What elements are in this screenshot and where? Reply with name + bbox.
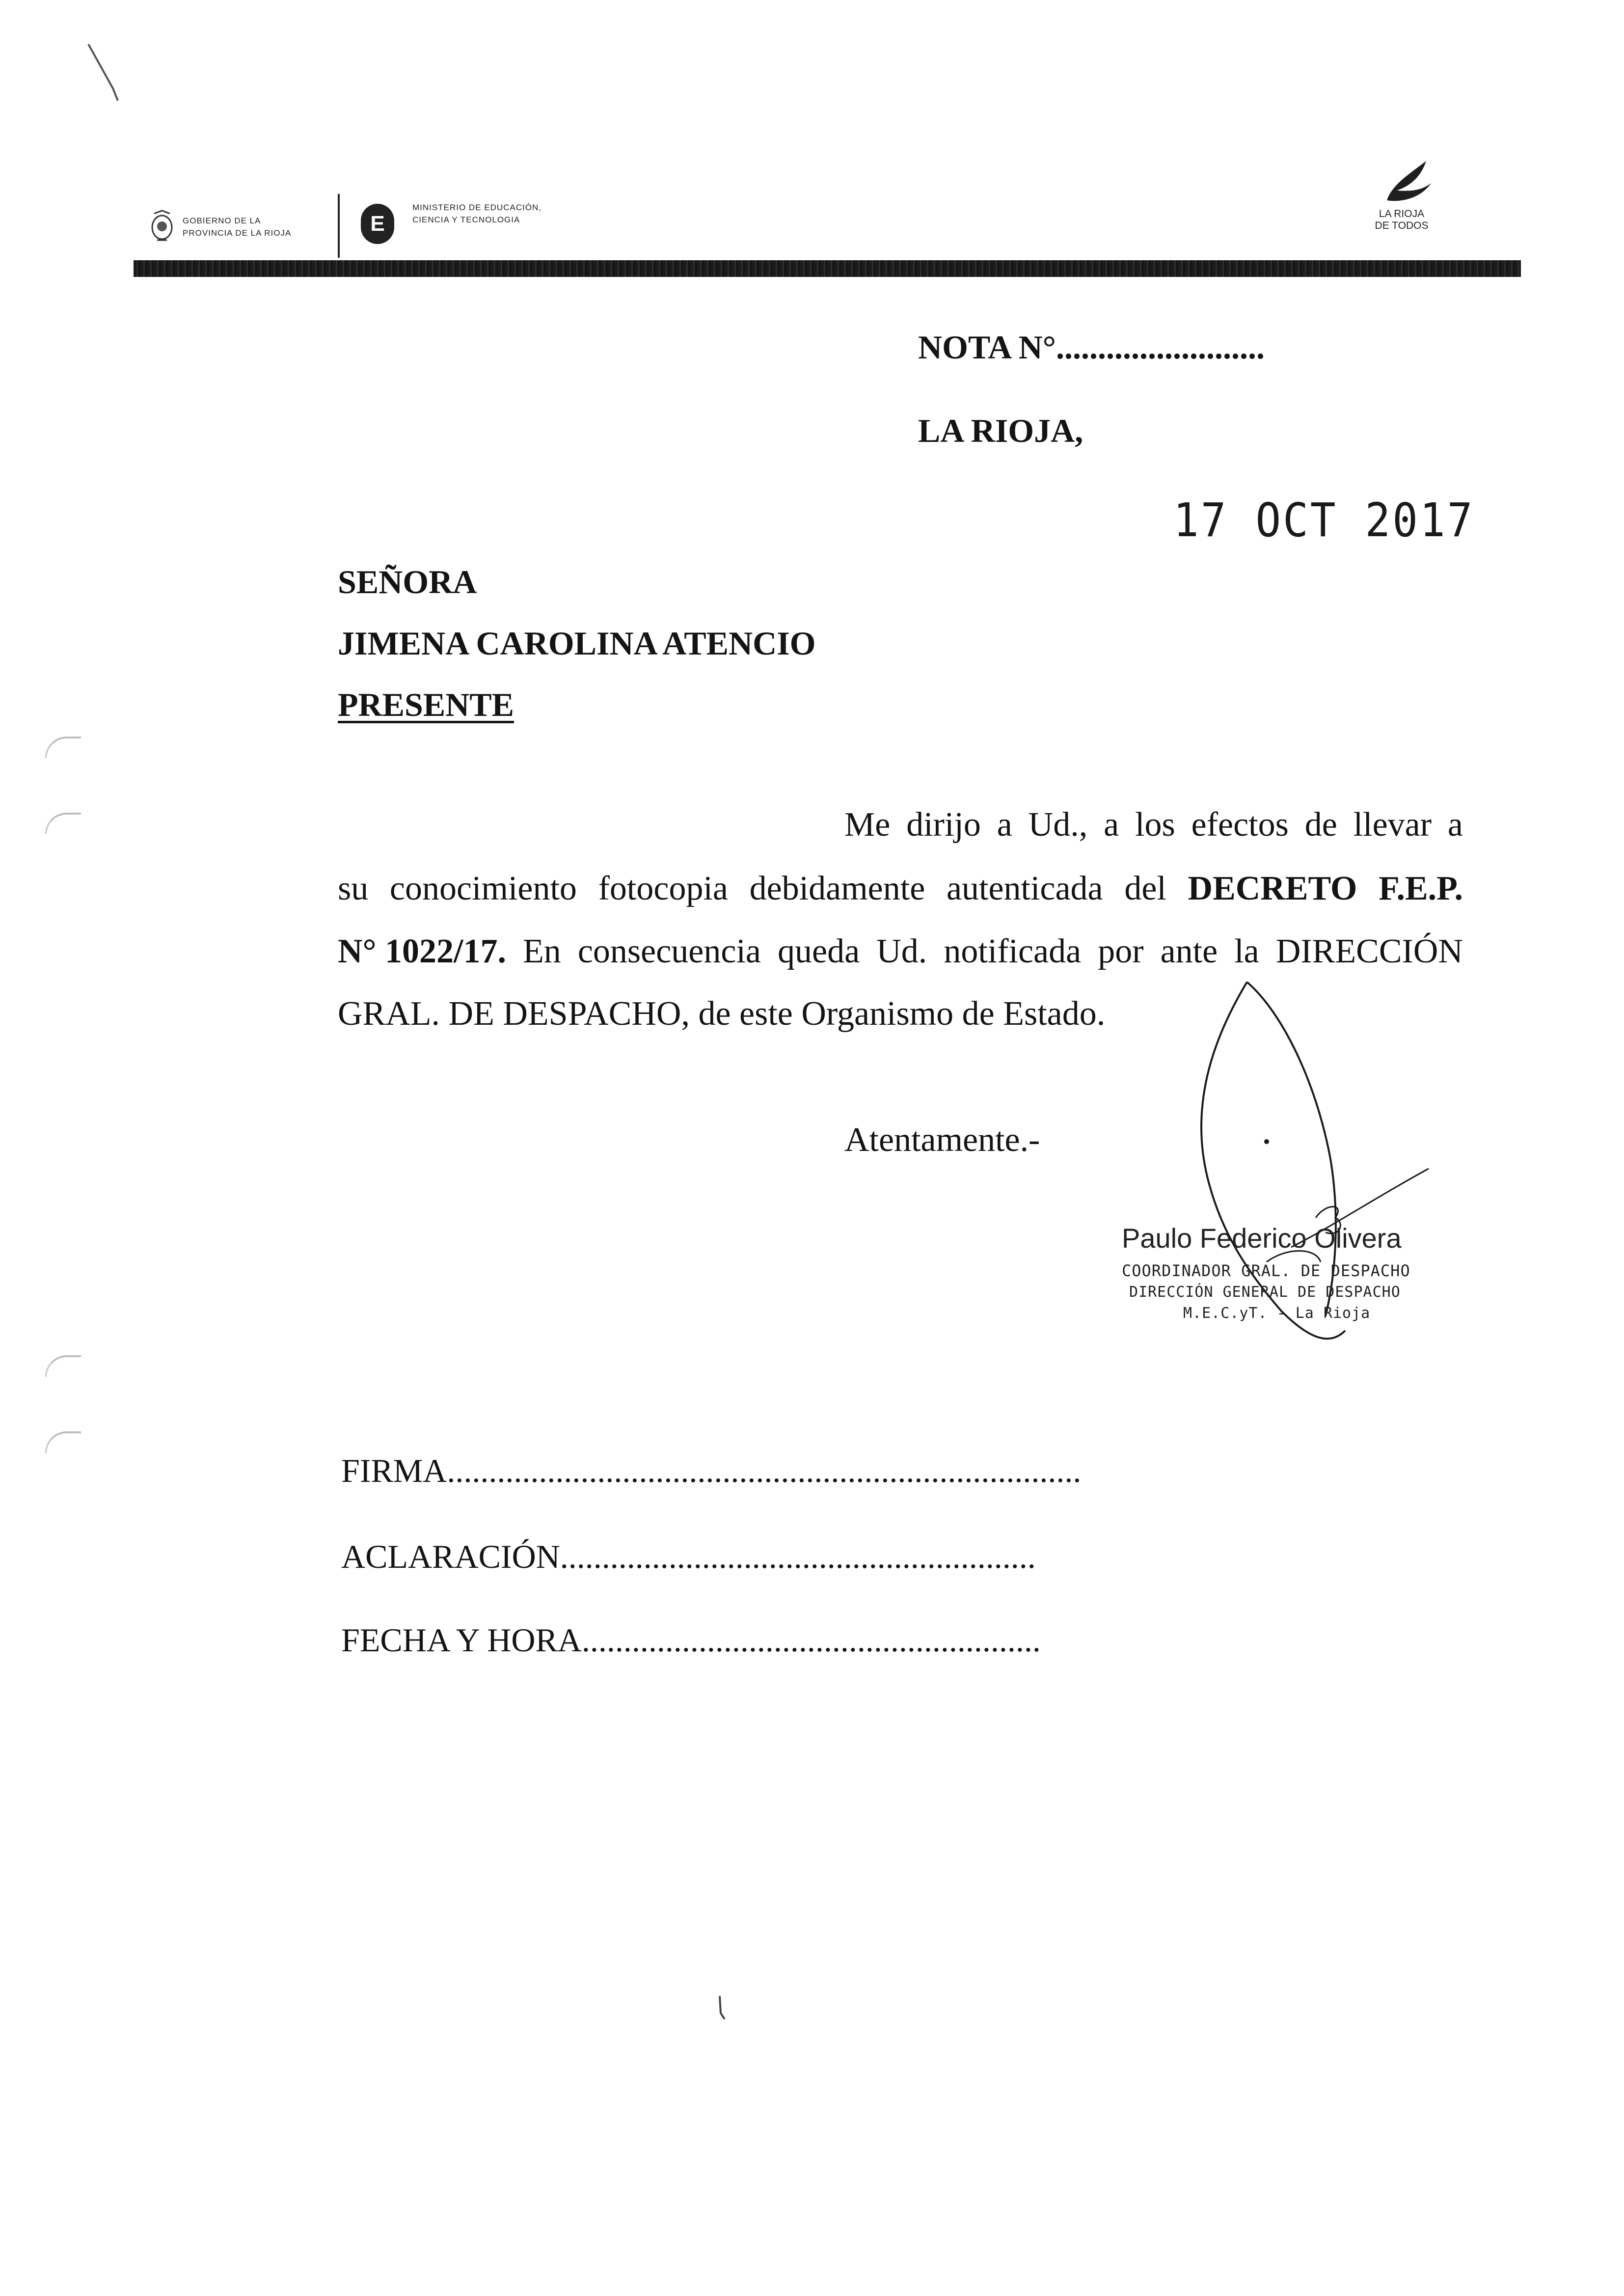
body-word: del [1124,870,1166,907]
ministry-logo [361,204,394,244]
body-word: a [997,806,1012,844]
clarification-field: ACLARACIÓN......................................................... [341,1538,1036,1575]
body-word: los [1135,806,1175,844]
decree-type: F.E.P. [1379,870,1463,907]
stamp-name: Paulo Federico Olivera [1122,1223,1402,1254]
body-line-2 [338,869,1463,908]
body-line-3 [338,932,1463,971]
body-word: su [338,870,369,907]
header-bar [134,260,1521,277]
date-time-field: FECHA Y HORA....................................................... [341,1621,1041,1659]
body-word: Ud. [876,932,927,970]
body-word: DIRECCIÓN [1275,932,1463,970]
punch-hole-mark [45,1355,81,1377]
brand-line-1: LA RIOJA [1379,208,1425,219]
body-word: consecuencia [577,932,761,970]
body-word: Ud., [1028,806,1088,844]
closing-text: Atentamente.- [844,1121,1040,1159]
body-word: debidamente [749,870,925,907]
recipient-title: SEÑORA [338,563,477,601]
body-line-4: GRAL. DE DESPACHO, de este Organismo de Estado. [338,995,1106,1033]
body-word: En [523,932,561,970]
body-word: la [1234,932,1259,970]
date-stamp: 17 OCT 2017 [1173,493,1475,547]
decree-label: DECRETO [1188,870,1357,907]
body-word: Me [844,806,891,844]
provincial-crest-icon [147,209,177,243]
body-word: por [1098,932,1144,970]
presente-label: PRESENTE [338,686,514,723]
signature-field: FIRMA............................................................................ [341,1452,1082,1489]
ministry-name [412,201,541,226]
brand-text [1370,208,1434,232]
body-word: conocimiento [389,870,577,907]
stamp-line-2: DIRECCIÓN GENERAL DE DESPACHO [1129,1284,1401,1301]
government-line-1: GOBIERNO DE LA [183,216,261,225]
stamp-line-3: M.E.C.yT. - La Rioja [1183,1305,1371,1322]
scan-mark-icon [83,39,128,103]
ministry-line-2: CIENCIA Y TECNOLOGIA [412,215,520,224]
ministry-line-1: MINISTERIO DE EDUCACIÓN, [412,203,541,212]
decree-number: N° 1022/17. [338,932,506,970]
body-word: llevar [1353,806,1432,844]
note-number: NOTA N°......................... [918,328,1265,366]
body-word: fotocopia [598,870,728,907]
government-line-2: PROVINCIA DE LA RIOJA [183,228,292,238]
body-word: dirijo [906,806,981,844]
body-word: ante [1160,932,1218,970]
recipient-name: JIMENA CAROLINA ATENCIO [338,625,816,662]
city-label: LA RIOJA, [918,412,1083,449]
body-word: a [1447,806,1463,844]
brand-logo-icon [1382,156,1436,205]
body-word: a [1104,806,1119,844]
punch-hole-mark [45,1431,81,1453]
body-word: autenticada [946,870,1103,907]
punch-hole-mark [45,813,81,834]
body-line-1 [844,805,1463,845]
ministry-logo-letter: E [370,212,385,236]
government-name [183,215,291,239]
body-word: efectos [1191,806,1289,844]
body-word: queda [778,932,860,970]
scan-mark-icon [717,1994,727,2023]
body-word: de [1304,806,1337,844]
body-word: notificada [944,932,1082,970]
brand-line-2: DE TODOS [1375,220,1429,231]
punch-hole-mark [45,737,81,758]
header-divider [338,194,340,258]
stamp-line-1: COORDINADOR GRAL. DE DESPACHO [1122,1261,1410,1280]
